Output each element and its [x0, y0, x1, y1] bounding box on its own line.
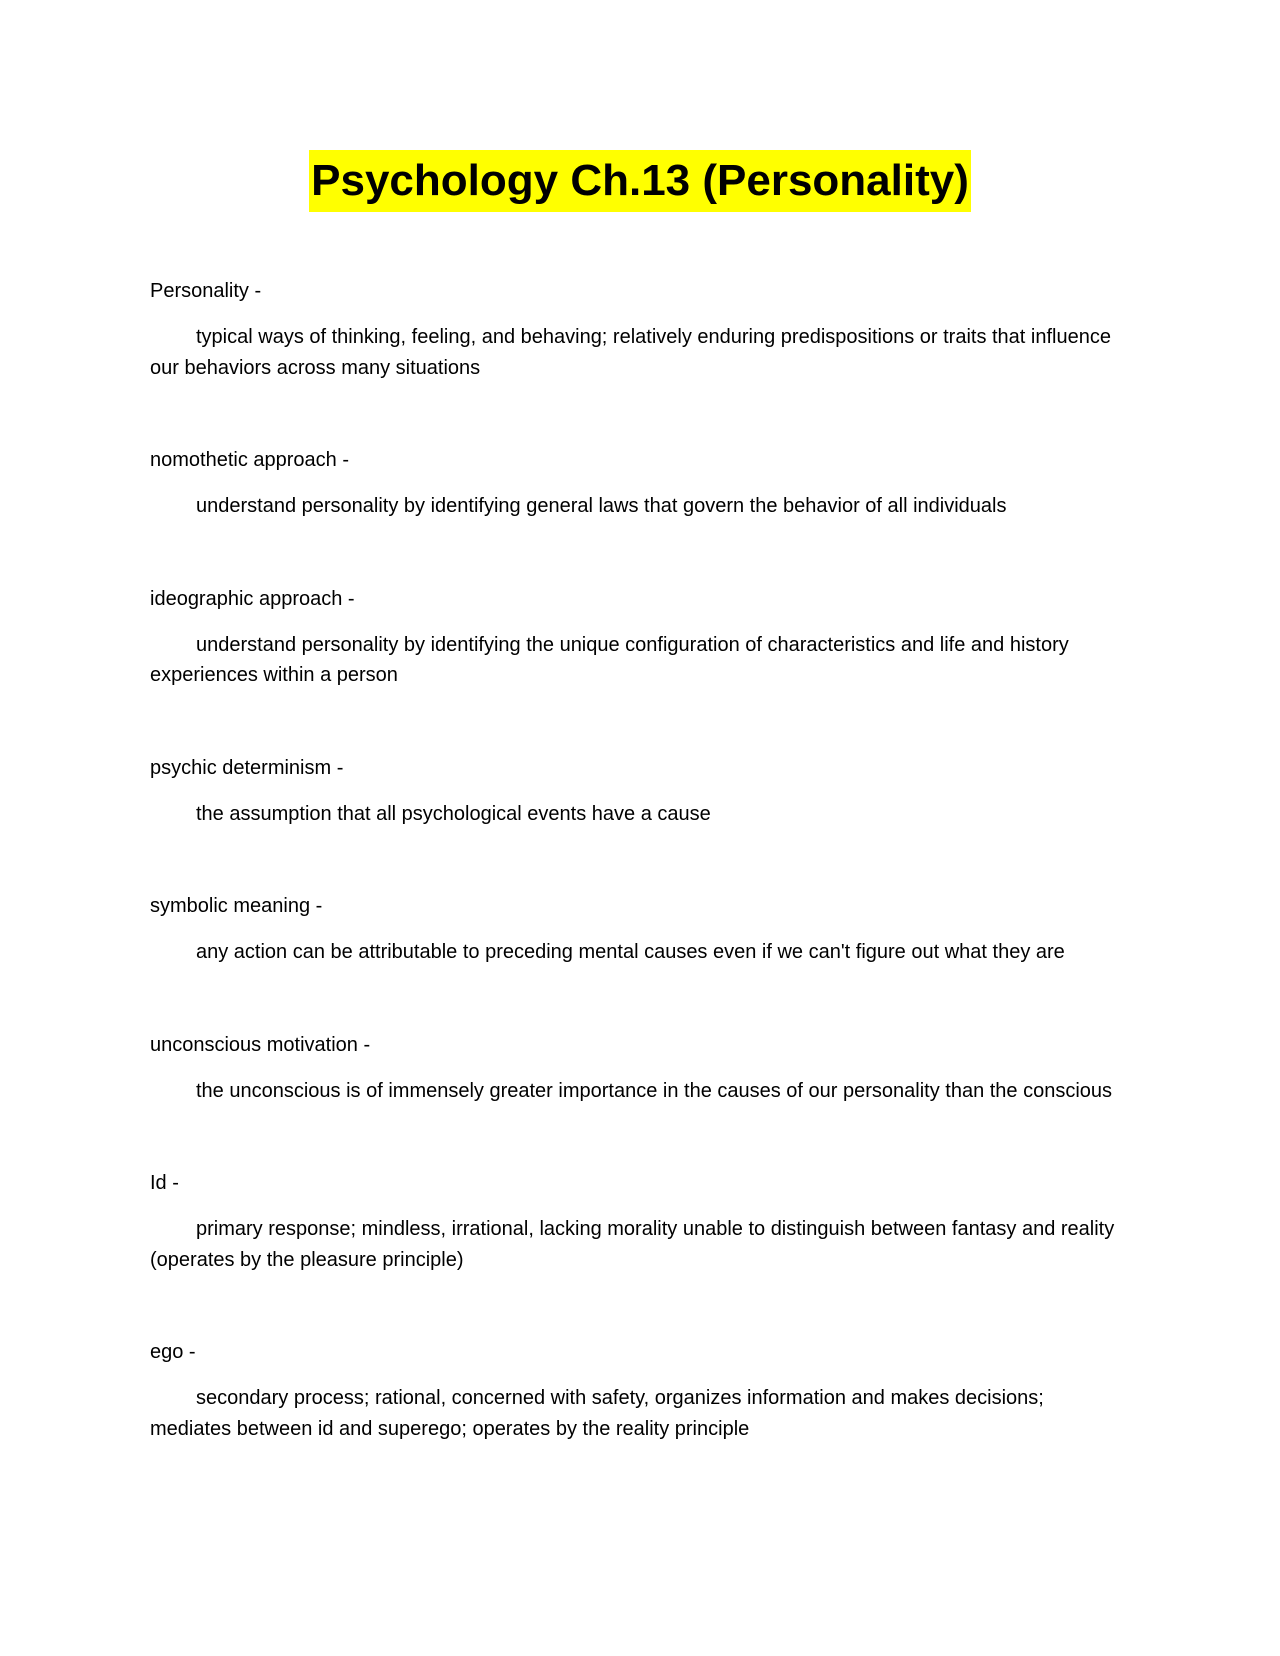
term: ideographic approach -	[150, 587, 355, 610]
term: Personality -	[150, 280, 262, 302]
definition: secondary process; rational, concerned with safety, organizes information and makes decisions; mediates between id and superego; operates by the reality principle	[150, 1387, 1044, 1440]
definition: understand personality by identifying general laws that govern the behavior of all individuals	[196, 495, 1007, 517]
title-container	[0, 150, 1280, 212]
term: psychic determinism -	[150, 756, 344, 779]
page-title: Psychology Ch.13 (Personality)	[309, 150, 971, 212]
glossary-list	[150, 276, 1130, 1506]
glossary-entry-ideographic-approach	[150, 584, 1130, 691]
definition: the assumption that all psychological events have a cause	[196, 802, 711, 825]
term: unconscious motivation -	[150, 1033, 371, 1056]
term: nomothetic approach -	[150, 449, 350, 471]
definition: primary response; mindless, irrational, lacking morality unable to distinguish between fantasy and reality (operates by the pleasure principle)	[150, 1218, 1115, 1271]
definition: any action can be attributable to preceding mental causes even if we can't figure out what they are	[196, 941, 1065, 963]
glossary-entry-nomothetic-approach	[150, 445, 1130, 522]
glossary-entry-id	[150, 1168, 1130, 1275]
glossary-entry-ego	[150, 1337, 1130, 1444]
definition: typical ways of thinking, feeling, and behaving; relatively enduring predispositions or traits that influence our behaviors across many situations	[150, 326, 1111, 379]
glossary-entry-psychic-determinism	[150, 753, 1130, 830]
term: Id -	[150, 1172, 179, 1194]
glossary-entry-symbolic-meaning	[150, 891, 1130, 968]
term: ego -	[150, 1341, 196, 1363]
definition: understand personality by identifying the unique configuration of characteristics and life and history experiences within a person	[150, 633, 1069, 686]
term: symbolic meaning -	[150, 895, 323, 917]
definition: the unconscious is of immensely greater importance in the causes of our personality than the conscious	[196, 1079, 1113, 1102]
glossary-entry-personality	[150, 276, 1130, 383]
glossary-entry-unconscious-motivation	[150, 1030, 1130, 1107]
